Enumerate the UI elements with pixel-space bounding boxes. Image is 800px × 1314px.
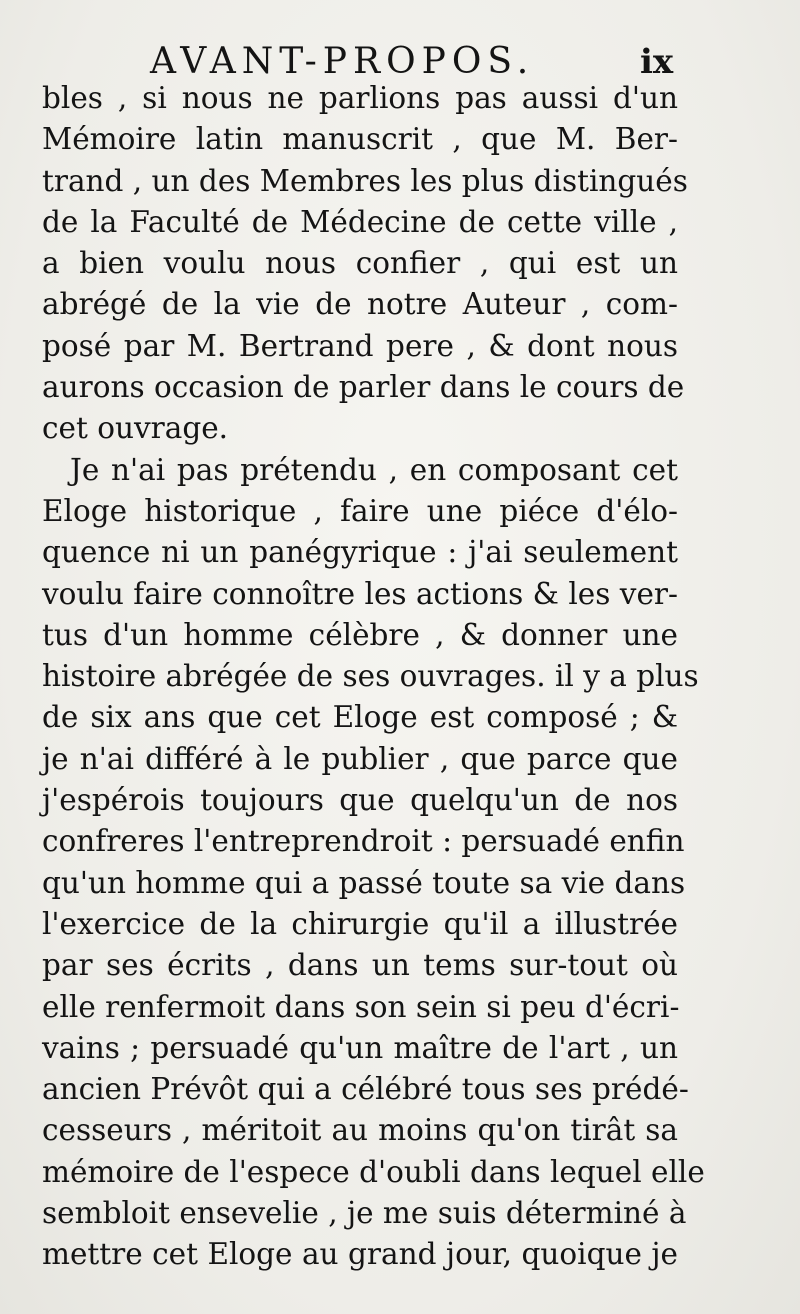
text-line: histoire abrégée de ses ouvrages. il y a plus <box>42 659 699 694</box>
running-header <box>0 42 800 82</box>
text-line: elle renfermoit dans son sein si peu d'écri- <box>42 989 680 1024</box>
running-title: AVANT-PROPOS. <box>150 41 535 82</box>
text-line: abrégé de la vie de notre Auteur , com- <box>42 287 678 322</box>
text-line: posé par M. Bertrand pere , & dont nous <box>42 328 678 363</box>
text-line: cesseurs , méritoit au moins qu'on tirât sa <box>42 1113 678 1148</box>
text-line: mettre cet Eloge au grand jour, quoique je <box>42 1237 678 1272</box>
text-line: a bien voulu nous confier , qui est un <box>42 246 678 281</box>
paragraph-end-line: cet ouvrage. <box>42 411 229 446</box>
text-line: l'exercice de la chirurgie qu'il a illustrée <box>42 906 678 941</box>
text-line: aurons occasion de parler dans le cours de <box>42 370 685 405</box>
text-line: trand , un des Membres les plus distingués <box>42 163 688 198</box>
text-line: j'espérois toujours que quelqu'un de nos <box>42 783 678 818</box>
text-line: Eloge historique , faire une piéce d'élo- <box>42 493 678 528</box>
body-text <box>42 78 705 1276</box>
text-line: je n'ai différé à le publier , que parce que <box>42 741 678 776</box>
text-line: quence ni un panégyrique : j'ai seulement <box>42 535 678 570</box>
text-line: voulu faire connoître les actions & les ver- <box>42 576 678 611</box>
text-line: ancien Prévôt qui a célébré tous ses prédé- <box>42 1072 689 1107</box>
paragraph-start-line: Je n'ai pas prétendu , en composant cet <box>70 452 678 487</box>
text-line: par ses écrits , dans un tems sur-tout où <box>42 948 678 983</box>
text-line: mémoire de l'espece d'oubli dans lequel elle <box>42 1154 705 1189</box>
text-line: de la Faculté de Médecine de cette ville , <box>42 204 678 239</box>
text-line: confreres l'entreprendroit : persuadé enfin <box>42 824 685 859</box>
page-number: ix <box>640 42 674 82</box>
text-line: tus d'un homme célèbre , & donner une <box>42 617 678 652</box>
text-line: qu'un homme qui a passé toute sa vie dans <box>42 865 686 900</box>
text-line: sembloit ensevelie , je me suis déterminé à <box>42 1196 687 1231</box>
text-line: bles , si nous ne parlions pas aussi d'un <box>42 81 678 115</box>
text-line: vains ; persuadé qu'un maître de l'art , un <box>42 1030 678 1065</box>
text-line: Mémoire latin manuscrit , que M. Ber- <box>42 122 678 157</box>
text-line: de six ans que cet Eloge est composé ; & <box>42 700 678 735</box>
